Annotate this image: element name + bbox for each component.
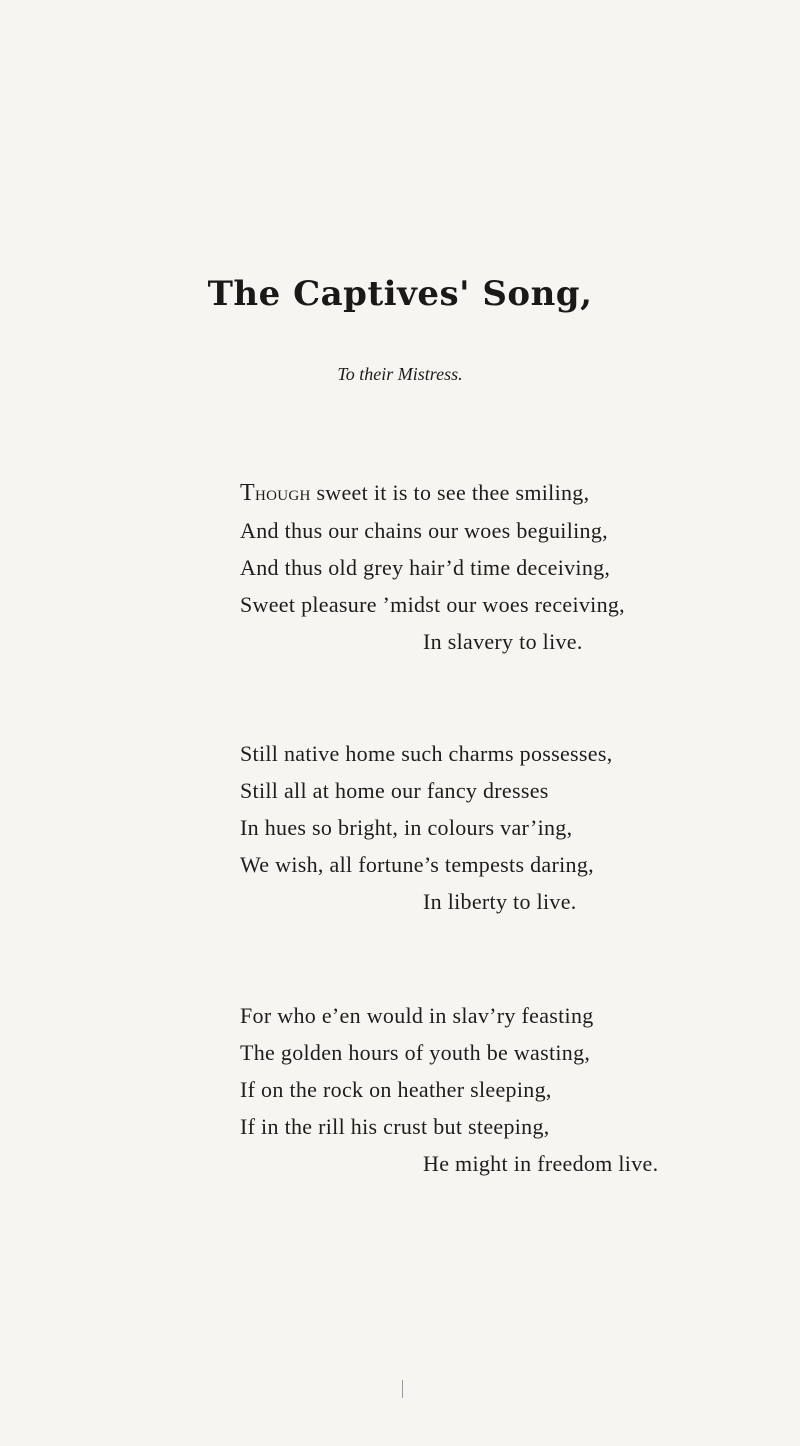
drop-initial: T bbox=[240, 480, 255, 506]
poem-title: The Captives' Song, bbox=[207, 274, 593, 314]
small-caps-word: hough bbox=[254, 480, 311, 505]
stanza-line: Still all at home our fancy dresses bbox=[240, 778, 549, 803]
stanza-line: And thus our chains our woes beguiling, bbox=[240, 518, 608, 543]
stanza-line: For who e’en would in slav’ry feasting bbox=[240, 1003, 594, 1028]
stanza-line: Still native home such charms possesses, bbox=[240, 741, 613, 766]
stanza-line: If in the rill his crust but steeping, bbox=[240, 1114, 550, 1139]
stanza-line: We wish, all fortune’s tempests daring, bbox=[240, 852, 594, 877]
stanza-line: And thus old grey hair’d time deceiving, bbox=[240, 555, 611, 580]
stanza-line: In hues so bright, in colours var’ing, bbox=[240, 815, 573, 840]
stanza-1 bbox=[240, 474, 780, 660]
stanza-3 bbox=[240, 997, 780, 1182]
poem-subtitle: To their Mistress. bbox=[337, 364, 463, 384]
refrain-line: He might in freedom live. bbox=[423, 1151, 659, 1176]
first-line-text: sweet it is to see thee smiling, bbox=[310, 480, 590, 505]
stanza-line: The golden hours of youth be wasting, bbox=[240, 1040, 591, 1065]
refrain-line: In liberty to live. bbox=[423, 889, 577, 914]
stanza-line: If on the rock on heather sleeping, bbox=[240, 1077, 552, 1102]
stanza-line bbox=[240, 474, 780, 512]
stanza-line: Sweet pleasure ’midst our woes receiving, bbox=[240, 592, 625, 617]
refrain-line: In slavery to live. bbox=[423, 629, 583, 654]
page-mark bbox=[402, 1380, 403, 1398]
stanza-2 bbox=[240, 735, 780, 920]
